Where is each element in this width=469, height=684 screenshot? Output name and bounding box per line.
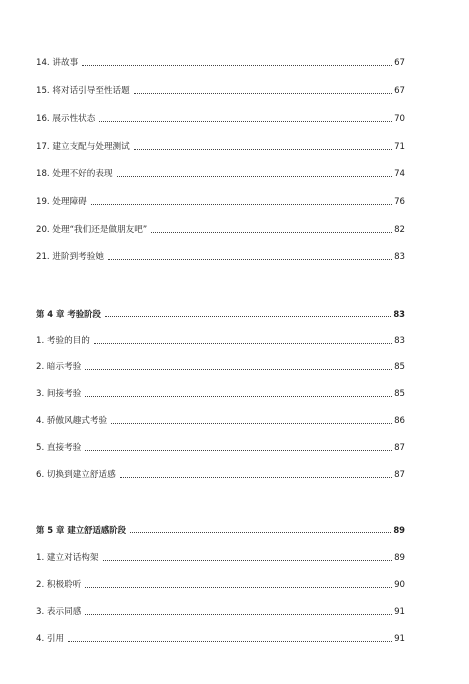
toc-leader-dots: [105, 316, 392, 317]
toc-leader-dots: [68, 641, 392, 642]
toc-entry-title: 16. 展示性状态: [36, 114, 96, 124]
toc-entry-page: 83: [394, 252, 405, 262]
toc-entry-page: 90: [394, 580, 405, 590]
toc-entry-page: 85: [394, 362, 405, 372]
toc-leader-dots: [85, 587, 392, 588]
toc-entry-page: 91: [394, 634, 405, 644]
toc-entry: [36, 386, 405, 400]
toc-leader-dots: [103, 560, 393, 561]
toc-chapter-page: 83: [393, 309, 405, 319]
toc-entry: [36, 111, 405, 125]
toc-entry: [36, 440, 405, 454]
toc-leader-dots: [134, 149, 392, 150]
toc-entry-title: 19. 处理障碍: [36, 197, 87, 207]
toc-chapter-page: 89: [393, 525, 405, 535]
toc-leader-dots: [94, 343, 392, 344]
toc-entry-title: 3. 间接考验: [36, 389, 82, 399]
toc-entry-title: 18. 处理不好的表现: [36, 169, 113, 179]
toc-entry: [36, 194, 405, 208]
toc-entry-title: 14. 讲故事: [36, 58, 79, 68]
toc-leader-dots: [82, 65, 392, 66]
toc-entry: [36, 467, 405, 481]
toc-entry: [36, 577, 405, 591]
toc-entry-title: 6. 切换到建立舒适感: [36, 470, 116, 480]
toc-leader-dots: [134, 93, 392, 94]
toc-entry: [36, 550, 405, 564]
toc-entry-page: 83: [394, 336, 405, 346]
toc-entry-page: 86: [394, 416, 405, 426]
toc-entry-page: 67: [394, 86, 405, 96]
toc-leader-dots: [130, 532, 391, 533]
toc-chapter-heading: [36, 306, 405, 320]
toc-leader-dots: [85, 614, 392, 615]
toc-entry: [36, 166, 405, 180]
toc-entry-title: 5. 直接考验: [36, 443, 82, 453]
toc-entry-title: 21. 进阶到考验她: [36, 252, 104, 262]
toc-entry-title: 17. 建立支配与处理测试: [36, 142, 130, 152]
toc-chapter-title: 第 4 章 考验阶段: [36, 309, 101, 319]
toc-leader-dots: [85, 450, 392, 451]
toc-entry-page: 89: [394, 553, 405, 563]
toc-entry-page: 85: [394, 389, 405, 399]
toc-leader-dots: [120, 477, 392, 478]
toc-entry-page: 67: [394, 58, 405, 68]
toc-entry-title: 1. 考验的目的: [36, 336, 90, 346]
toc-leader-dots: [117, 176, 393, 177]
toc-entry: [36, 139, 405, 153]
toc-entry: [36, 631, 405, 645]
toc-entry-page: 91: [394, 607, 405, 617]
toc-entry-title: 4. 骄傲风趣式考验: [36, 416, 108, 426]
toc-chapter-title: 第 5 章 建立舒适感阶段: [36, 525, 126, 535]
toc-entry: [36, 83, 405, 97]
toc-leader-dots: [108, 259, 392, 260]
toc-leader-dots: [85, 369, 392, 370]
toc-entry-title: 2. 暗示考验: [36, 362, 82, 372]
toc-entry-title: 3. 表示同感: [36, 607, 82, 617]
toc-entry-page: 76: [394, 197, 405, 207]
toc-entry: [36, 249, 405, 263]
toc-leader-dots: [111, 423, 392, 424]
toc-entry-title: 2. 积极聆听: [36, 580, 82, 590]
toc-entry: [36, 55, 405, 69]
toc-entry-page: 82: [394, 225, 405, 235]
toc-entry: [36, 333, 405, 347]
toc-leader-dots: [91, 204, 392, 205]
toc-leader-dots: [99, 121, 392, 122]
toc-entry-page: 71: [394, 142, 405, 152]
toc-entry-title: 20. 处理“我们还是做朋友吧”: [36, 225, 148, 235]
toc-entry: [36, 222, 405, 236]
toc-entry-title: 1. 建立对话构架: [36, 553, 99, 563]
toc-chapter-heading: [36, 522, 405, 536]
toc-leader-dots: [151, 232, 392, 233]
toc-entry-page: 87: [394, 443, 405, 453]
toc-entry-title: 4. 引用: [36, 634, 65, 644]
toc-leader-dots: [85, 396, 392, 397]
toc-entry: [36, 604, 405, 618]
toc-entry-page: 87: [394, 470, 405, 480]
toc-entry-page: 74: [394, 169, 405, 179]
toc-entry-page: 70: [394, 114, 405, 124]
toc-entry-title: 15. 将对话引导至性话题: [36, 86, 130, 96]
toc-entry: [36, 359, 405, 373]
toc-entry: [36, 413, 405, 427]
